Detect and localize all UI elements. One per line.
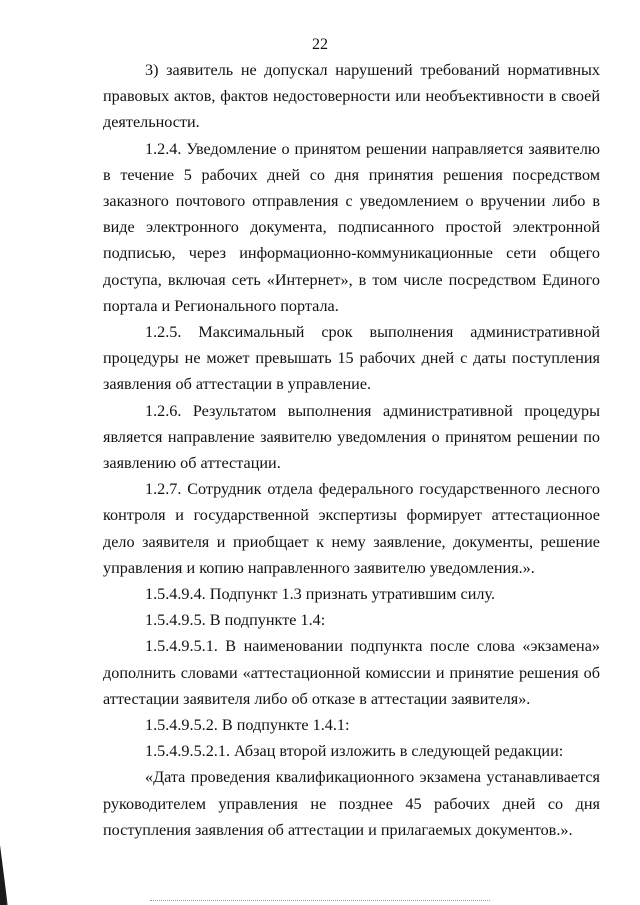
scan-bottom-artifact [150, 900, 490, 901]
paragraph: 1.2.6. Результатом выполнения административной процедуры является направление заявителю уведомления о принятом решении по заявлению об аттестации. [103, 401, 600, 473]
document-body [103, 57, 600, 843]
page-number: 22 [312, 36, 328, 53]
scan-edge-shadow [0, 845, 14, 905]
paragraph: 1.2.7. Сотрудник отдела федерального государственного лесного контроля и государственной экспертизы формирует аттестационное дело заявителя и приобщает к нему заявление, документы, решение управления и копию направленного заявителю уведомления.». [103, 480, 600, 577]
paragraph: 3) заявитель не допускал нарушений требований нормативных правовых актов, фактов недостоверности или необъективности в своей деятельности. [103, 61, 600, 132]
paragraph: 1.5.4.9.4. Подпункт 1.3 признать утратившим силу. [145, 585, 495, 604]
paragraph: 1.5.4.9.5.1. В наименовании подпункта после слова «экзамена» дополнить словами «аттестационной комиссии и принятие решения об аттестации заявителя либо об отказе в аттестации заявителя». [103, 637, 600, 708]
paragraph: 1.5.4.9.5.2. В подпункте 1.4.1: [145, 716, 350, 735]
paragraph: 1.2.4. Уведомление о принятом решении направляется заявителю в течение 5 рабочих дней со дня принятия решения посредством заказного почтового отправления с уведомлением о вручении либо в виде электронного документа, подписанного простой электронной подписью, через информационно-коммуникационные сети общего доступа, включая сеть «Интернет», в том числе посредством Единого портала и Регионального портала. [103, 139, 600, 315]
paragraph: «Дата проведения квалификационного экзамена устанавливается руководителем управления не позднее 45 рабочих дней со дня поступления заявления об аттестации и прилагаемых документов.». [103, 768, 600, 839]
paragraph: 1.5.4.9.5. В подпункте 1.4: [145, 611, 326, 630]
paragraph: 1.5.4.9.5.2.1. Абзац второй изложить в следующей редакции: [145, 742, 564, 761]
paragraph: 1.2.5. Максимальный срок выполнения административной процедуры не может превышать 15 рабочих дней с даты поступления заявления об аттестации в управление. [103, 323, 600, 394]
